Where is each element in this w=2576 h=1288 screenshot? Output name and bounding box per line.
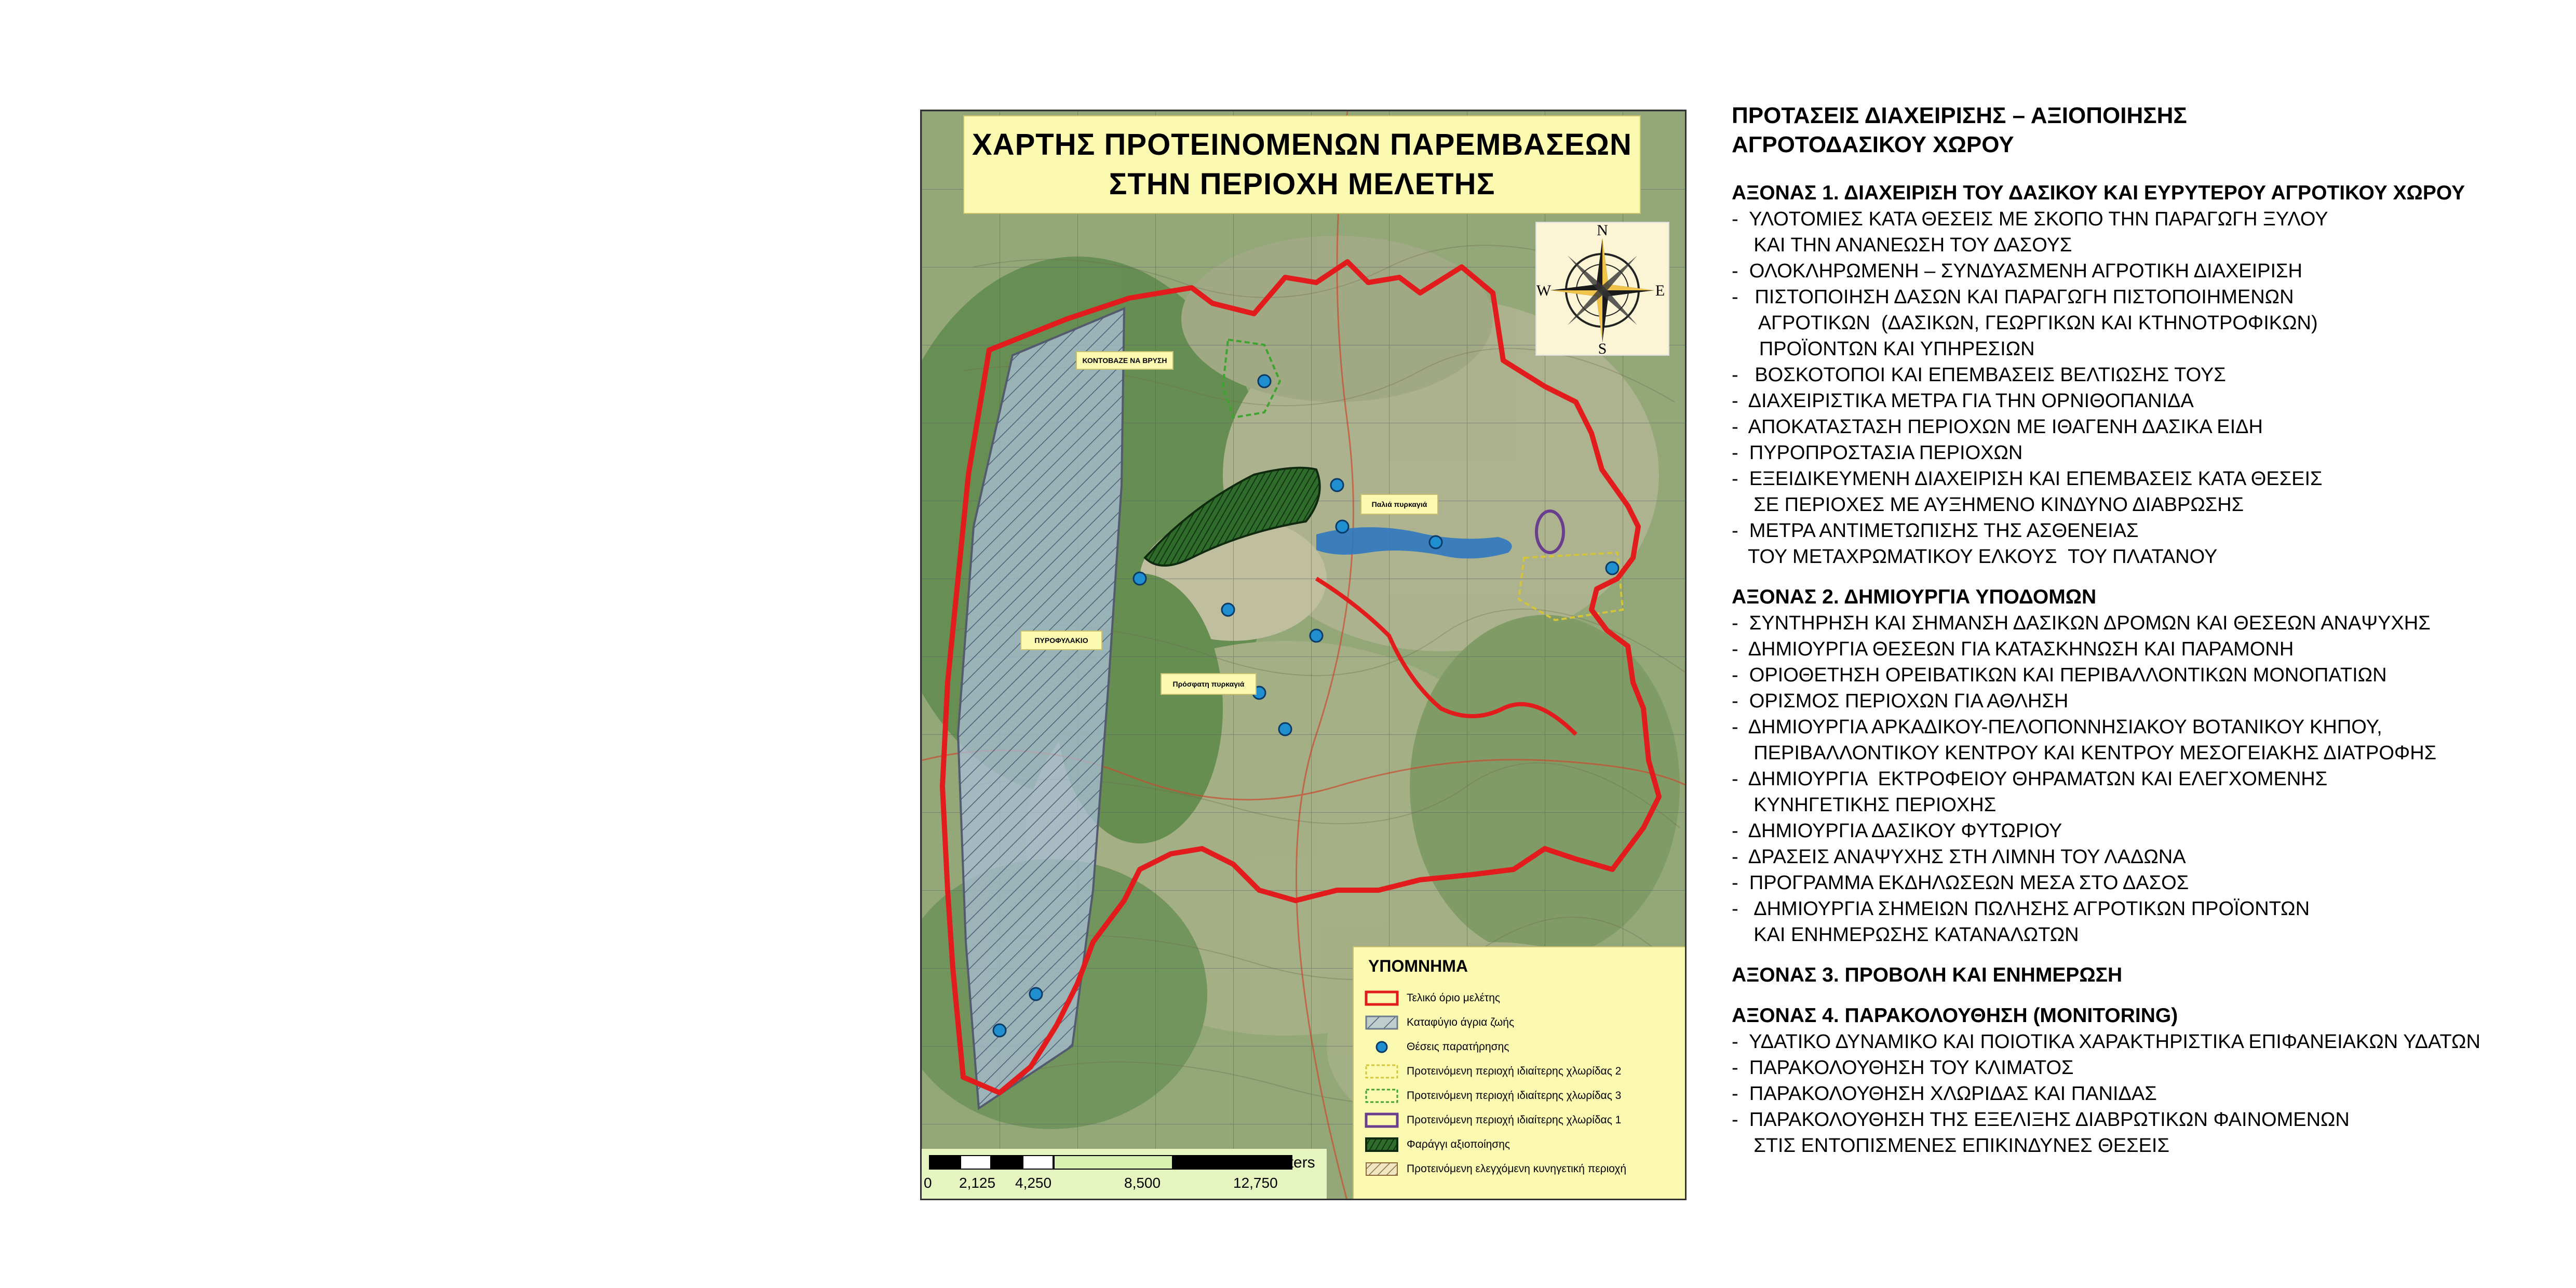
label-recent-fire: Πρόσφατη πυρκαγιά: [1161, 673, 1257, 695]
scale-tick: 8,500: [1124, 1175, 1161, 1191]
axis-heading: ΑΞΟΝΑΣ 4. ΠΑΡΑΚΟΛΟΥΘΗΣΗ (MONITORING): [1732, 1004, 2178, 1027]
legend-label: Θέσεις παρατήρησης: [1407, 1041, 1509, 1053]
axis-list-item: ΚΑΙ ΤΗΝ ΑΝΑΝΕΩΣΗ ΤΟΥ ΔΑΣΟΥΣ: [1732, 234, 2072, 256]
map-title: [963, 115, 1641, 214]
axis-list-item: - ΔΡΑΣΕΙΣ ΑΝΑΨΥΧΗΣ ΣΤΗ ΛΙΜΝΗ ΤΟΥ ΛΑΔΩΝΑ: [1732, 846, 2186, 868]
axis-list-item: - ΥΔΑΤΙΚΟ ΔΥΝΑΜΙΚΟ ΚΑΙ ΠΟΙΟΤΙΚΑ ΧΑΡΑΚΤΗΡΙΣΤΙΚΑ ΕΠΙΦΑΝΕΙΑΚΩΝ ΥΔΑΤΩΝ: [1732, 1031, 2480, 1053]
axis-list-item: - ΠΑΡΑΚΟΛΟΥΘΗΣΗ ΤΗΣ ΕΞΕΛΙΞΗΣ ΔΙΑΒΡΩΤΙΚΩΝ ΦΑΙΝΟΜΕΝΩΝ: [1732, 1109, 2350, 1131]
doc-title-line2: ΑΓΡΟΤΟΔΑΣΙΚΟΥ ΧΩΡΟΥ: [1732, 132, 2014, 157]
legend-item-canyon: [1363, 1134, 1510, 1155]
axes-list: [1732, 180, 2573, 1159]
axis-list-item: - ΔΗΜΙΟΥΡΓΙΑ ΘΕΣΕΩΝ ΓΙΑ ΚΑΤΑΣΚΗΝΩΣΗ ΚΑΙ ΠΑΡΑΜΟΝΗ: [1732, 638, 2294, 660]
legend-label: Καταφύγιο άγρια ζωής: [1407, 1016, 1515, 1028]
axis-list-item: - ΒΟΣΚΟΤΟΠΟΙ ΚΑΙ ΕΠΕΜΒΑΣΕΙΣ ΒΕΛΤΙΩΣΗΣ ΤΟΥΣ: [1732, 364, 2226, 386]
axis-list-item: ΣΤΙΣ ΕΝΤΟΠΙΣΜΕΝΕΣ ΕΠΙΚΙΝΔΥΝΕΣ ΘΕΣΕΙΣ: [1732, 1135, 2169, 1157]
scale-unit: Meters: [1267, 1154, 1315, 1171]
axis-heading: ΑΞΟΝΑΣ 3. ΠΡΟΒΟΛΗ ΚΑΙ ΕΝΗΜΕΡΩΣΗ: [1732, 964, 2123, 986]
axis-list-item: - ΔΗΜΙΟΥΡΓΙΑ ΑΡΚΑΔΙΚΟΥ-ΠΕΛΟΠΟΝΝΗΣΙΑΚΟΥ ΒΟΤΑΝΙΚΟΥ ΚΗΠΟΥ,: [1732, 716, 2382, 738]
axis-list-item: - ΑΠΟΚΑΤΑΣΤΑΣΗ ΠΕΡΙΟΧΩΝ ΜΕ ΙΘΑΓΕΝΗ ΔΑΣΙΚΑ ΕΙΔΗ: [1732, 416, 2263, 438]
axis-list-item: ΠΡΟΪΟΝΤΩΝ ΚΑΙ ΥΠΗΡΕΣΙΩΝ: [1732, 338, 2035, 360]
axis-list-item: ΑΓΡΟΤΙΚΩΝ (ΔΑΣΙΚΩΝ, ΓΕΩΡΓΙΚΩΝ ΚΑΙ ΚΤΗΝΟΤΡΟΦΙΚΩΝ): [1732, 312, 2318, 334]
axis-section-4: [1732, 1003, 2573, 1159]
scale-bar: [922, 1149, 1327, 1200]
legend-title: ΥΠΟΜΝΗΜΑ: [1368, 957, 1468, 975]
axis-list-item: - ΟΡΙΣΜΟΣ ΠΕΡΙΟΧΩΝ ΓΙΑ ΑΘΛΗΣΗ: [1732, 690, 2069, 712]
label-old-fire: Παλιά πυρκαγιά: [1360, 494, 1438, 515]
legend-item-flora-3: [1363, 1085, 1621, 1106]
axis-list-item: - ΕΞΕΙΔΙΚΕΥΜΕΝΗ ΔΙΑΧΕΙΡΙΣΗ ΚΑΙ ΕΠΕΜΒΑΣΕΙΣ ΚΑΤΑ ΘΕΣΕΙΣ: [1732, 468, 2323, 490]
axis-list-item: ΤΟΥ ΜΕΤΑΧΡΩΜΑΤΙΚΟΥ ΕΛΚΟΥΣ ΤΟΥ ΠΛΑΤΑΝΟΥ: [1732, 546, 2218, 568]
map-legend: [1353, 946, 1687, 1200]
axis-list-item: ΠΕΡΙΒΑΛΛΟΝΤΙΚΟΥ ΚΕΝΤΡΟΥ ΚΑΙ ΚΕΝΤΡΟΥ ΜΕΣΟΓΕΙΑΚΗΣ ΔΙΑΤΡΟΦΗΣ: [1732, 742, 2437, 764]
legend-label: Προτεινόμενη περιοχή ιδιαίτερης χλωρίδας 1: [1407, 1114, 1622, 1126]
legend-item-flora-2: [1363, 1061, 1621, 1082]
doc-title-line1: ΠΡΟΤΑΣΕΙΣ ΔΙΑΧΕΙΡΙΣΗΣ – ΑΞΙΟΠΟΙΗΣΗΣ: [1732, 103, 2187, 128]
legend-label: Τελικό όριο μελέτης: [1407, 992, 1501, 1004]
axis-heading: ΑΞΟΝΑΣ 1. ΔΙΑΧΕΙΡΙΣΗ ΤΟΥ ΔΑΣΙΚΟΥ ΚΑΙ ΕΥΡΥΤΕΡΟΥ ΑΓΡΟΤΙΚΟΥ ΧΩΡΟΥ: [1732, 182, 2465, 204]
axis-list-item: ΣΕ ΠΕΡΙΟΧΕΣ ΜΕ ΑΥΞΗΜΕΝΟ ΚΙΝΔΥΝΟ ΔΙΑΒΡΩΣΗΣ: [1732, 494, 2244, 516]
label-fire-tower: ΠΥΡΟΦΥΛΑΚΙΟ: [1020, 630, 1102, 650]
axis-list-item: - ΠΙΣΤΟΠΟΙΗΣΗ ΔΑΣΩΝ ΚΑΙ ΠΑΡΑΓΩΓΗ ΠΙΣΤΟΠΟΙΗΜΕΝΩΝ: [1732, 286, 2294, 308]
axis-list-item: - ΠΑΡΑΚΟΛΟΥΘΗΣΗ ΧΛΩΡΙΔΑΣ ΚΑΙ ΠΑΝΙΔΑΣ: [1732, 1083, 2157, 1105]
compass-e: E: [1655, 282, 1665, 299]
compass-s: S: [1598, 340, 1607, 355]
legend-label: Προτεινόμενη περιοχή ιδιαίτερης χλωρίδας 2: [1407, 1065, 1622, 1077]
label-kontovazena-vrysi: ΚΟΝΤΟΒΑΖΕ ΝΑ ΒΡΥΣΗ: [1076, 351, 1174, 370]
map-title-line1: ΧΑΡΤΗΣ ΠΡΟΤΕΙΝΟΜΕΝΩΝ ΠΑΡΕΜΒΑΣΕΩΝ: [972, 128, 1632, 162]
legend-item-study-boundary: [1363, 988, 1500, 1009]
legend-item-observation-points: [1363, 1037, 1509, 1057]
legend-item-hunting-area: [1363, 1159, 1626, 1179]
axis-list-item: - ΟΛΟΚΛΗΡΩΜΕΝΗ – ΣΥΝΔΥΑΣΜΕΝΗ ΑΓΡΟΤΙΚΗ ΔΙΑΧΕΙΡΙΣΗ: [1732, 260, 2302, 282]
scale-tick: 12,750: [1233, 1175, 1278, 1191]
doc-title: [1732, 101, 2573, 159]
scale-tick: 2,125: [959, 1175, 996, 1191]
axis-list-item: - ΠΡΟΓΡΑΜΜΑ ΕΚΔΗΛΩΣΕΩΝ ΜΕΣΑ ΣΤΟ ΔΑΣΟΣ: [1732, 872, 2189, 894]
legend-label: Φαράγγι αξιοποίησης: [1407, 1138, 1510, 1150]
axis-section-1: [1732, 180, 2573, 570]
compass-rose-icon: [1535, 222, 1669, 356]
axis-list-item: - ΔΗΜΙΟΥΡΓΙΑ ΕΚΤΡΟΦΕΙΟΥ ΘΗΡΑΜΑΤΩΝ ΚΑΙ ΕΛΕΓΧΟΜΕΝΗΣ: [1732, 768, 2328, 790]
axis-list-item: ΚΥΝΗΓΕΤΙΚΗΣ ΠΕΡΙΟΧΗΣ: [1732, 794, 1997, 816]
axis-list-item: - ΜΕΤΡΑ ΑΝΤΙΜΕΤΩΠΙΣΗΣ ΤΗΣ ΑΣΘΕΝΕΙΑΣ: [1732, 520, 2139, 542]
axis-list-item: - ΔΗΜΙΟΥΡΓΙΑ ΔΑΣΙΚΟΥ ΦΥΤΩΡΙΟΥ: [1732, 820, 2062, 842]
axis-list-item: - ΟΡΙΟΘΕΤΗΣΗ ΟΡΕΙΒΑΤΙΚΩΝ ΚΑΙ ΠΕΡΙΒΑΛΛΟΝΤΙΚΩΝ ΜΟΝΟΠΑΤΙΩΝ: [1732, 664, 2387, 686]
axis-list-item: ΚΑΙ ΕΝΗΜΕΡΩΣΗΣ ΚΑΤΑΝΑΛΩΤΩΝ: [1732, 924, 2079, 946]
map-title-line2: ΣΤΗΝ ΠΕΡΙΟΧΗ ΜΕΛΕΤΗΣ: [1109, 167, 1495, 201]
axis-section-2: [1732, 584, 2573, 948]
legend-item-wildlife-refuge: [1363, 1012, 1514, 1033]
axis-list-item: - ΥΛΟΤΟΜΙΕΣ ΚΑΤΑ ΘΕΣΕΙΣ ΜΕ ΣΚΟΠΟ ΤΗΝ ΠΑΡΑΓΩΓΗ ΞΥΛΟΥ: [1732, 208, 2328, 230]
scale-tick: 0: [924, 1175, 932, 1191]
compass-n: N: [1597, 223, 1608, 239]
proposals-text: [1732, 101, 2573, 1173]
axis-list-item: - ΠΥΡΟΠΡΟΣΤΑΣΙΑ ΠΕΡΙΟΧΩΝ: [1732, 442, 2023, 464]
axis-list-item: - ΠΑΡΑΚΟΛΟΥΘΗΣΗ ΤΟΥ ΚΛΙΜΑΤΟΣ: [1732, 1057, 2074, 1079]
legend-label: Προτεινόμενη ελεγχόμενη κυνηγετική περιοχή: [1407, 1163, 1627, 1175]
scale-tick: 4,250: [1015, 1175, 1052, 1191]
axis-list-item: - ΔΙΑΧΕΙΡΙΣΤΙΚΑ ΜΕΤΡΑ ΓΙΑ ΤΗΝ ΟΡΝΙΘΟΠΑΝΙΔΑ: [1732, 390, 2194, 412]
compass-w: W: [1536, 282, 1552, 299]
axis-section-3: [1732, 962, 2573, 988]
axis-list-item: - ΔΗΜΙΟΥΡΓΙΑ ΣΗΜΕΙΩΝ ΠΩΛΗΣΗΣ ΑΓΡΟΤΙΚΩΝ ΠΡΟΪΟΝΤΩΝ: [1732, 898, 2310, 920]
axis-list-item: - ΣΥΝΤΗΡΗΣΗ ΚΑΙ ΣΗΜΑΝΣΗ ΔΑΣΙΚΩΝ ΔΡΟΜΩΝ ΚΑΙ ΘΕΣΕΩΝ ΑΝΑΨΥΧΗΣ: [1732, 612, 2431, 634]
axis-heading: ΑΞΟΝΑΣ 2. ΔΗΜΙΟΥΡΓΙΑ ΥΠΟΔΟΜΩΝ: [1732, 586, 2097, 608]
map-panel[interactable]: [920, 110, 1687, 1200]
legend-item-flora-1: [1363, 1110, 1621, 1131]
legend-label: Προτεινόμενη περιοχή ιδιαίτερης χλωρίδας 3: [1407, 1090, 1622, 1102]
